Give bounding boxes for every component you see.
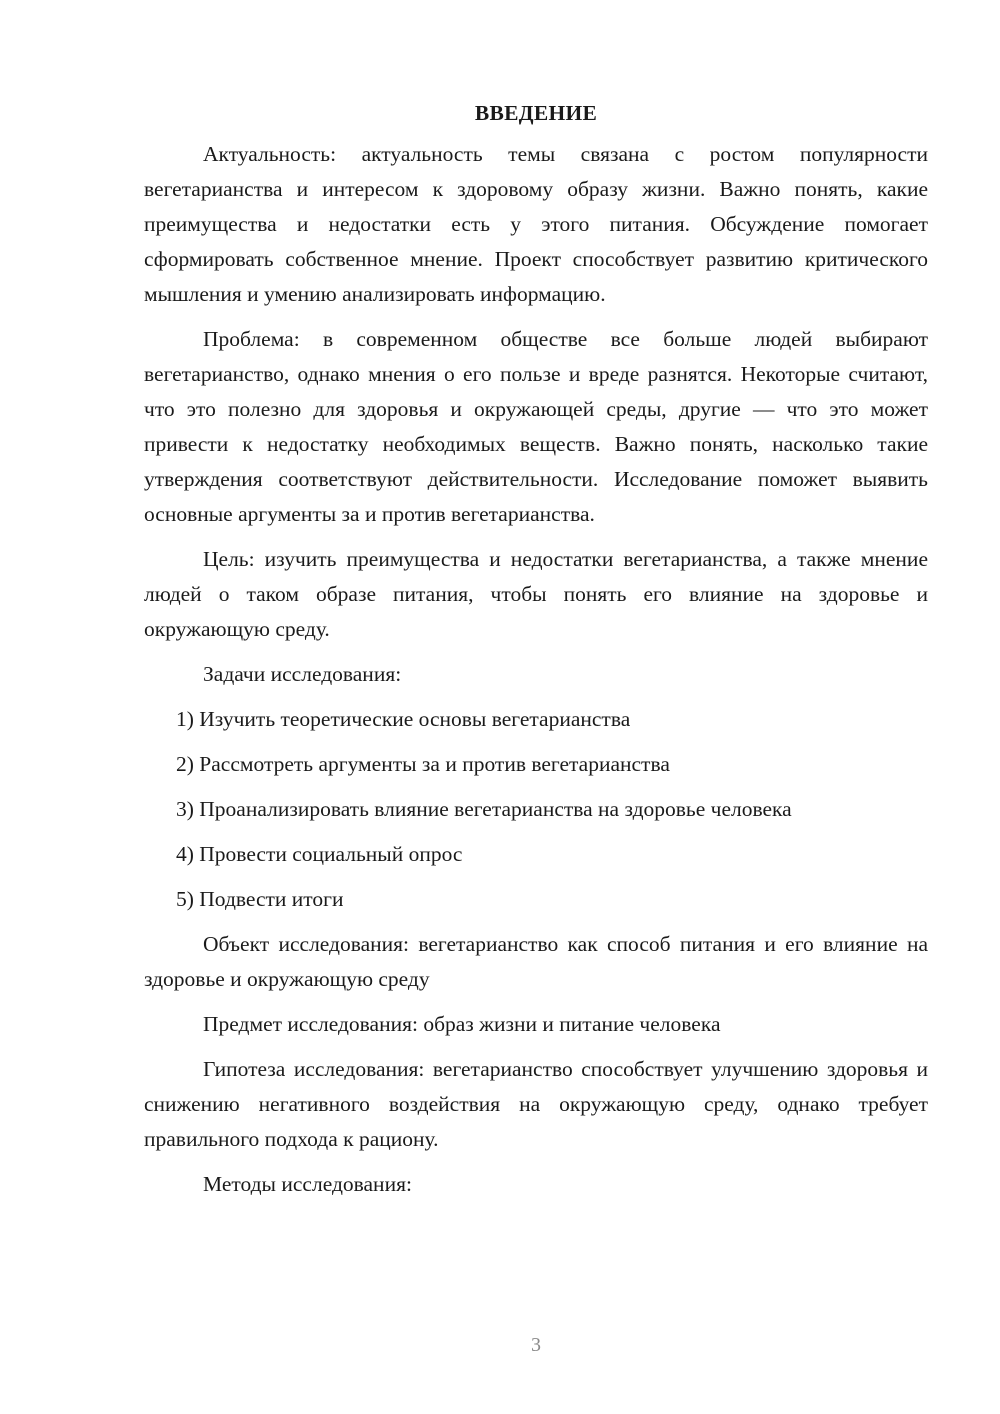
object-paragraph: Объект исследования: вегетарианство как способ питания и его влияние на здоровье и окружающую среду bbox=[144, 932, 928, 991]
task-item-5: 5) Подвести итоги bbox=[176, 887, 344, 911]
section-title: ВВЕДЕНИЕ bbox=[474, 101, 598, 125]
goal-paragraph: Цель: изучить преимущества и недостатки вегетарианства, а также мнение людей о таком образе питания, чтобы понять его влияние на здоровье и окружающую среду. bbox=[144, 547, 928, 641]
problem-paragraph: Проблема: в современном обществе все больше людей выбирают вегетарианство, однако мнения о его пользе и вреде разнятся. Некоторые считают, что это полезно для здоровья и окружающей среды, другие — что это может привести к недостатку необходимых веществ. Важно понять, насколько такие утверждения соответствуют действительности. Исследование поможет выявить основные аргументы за и против вегетарианства. bbox=[144, 327, 928, 526]
relevance-paragraph: Актуальность: актуальность темы связана с ростом популярности вегетарианства и интересом к здоровому образу жизни. Важно понять, какие преимущества и недостатки есть у этого питания. Обсуждение помогает сформировать собственное мнение. Проект способствует развитию критического мышления и умению анализировать информацию. bbox=[144, 142, 928, 306]
methods-heading: Методы исследования: bbox=[203, 1172, 412, 1196]
hypothesis-paragraph: Гипотеза исследования: вегетарианство способствует улучшению здоровья и снижению негативного воздействия на окружающую среду, однако требует правильного подхода к рациону. bbox=[144, 1057, 928, 1151]
page-content bbox=[144, 96, 928, 1212]
task-item-4: 4) Провести социальный опрос bbox=[176, 842, 463, 866]
subject-paragraph: Предмет исследования: образ жизни и питание человека bbox=[203, 1012, 721, 1036]
page-number: 3 bbox=[531, 1334, 541, 1356]
task-item-3: 3) Проанализировать влияние вегетарианства на здоровье человека bbox=[176, 797, 792, 821]
task-item-2: 2) Рассмотреть аргументы за и против вегетарианства bbox=[176, 752, 670, 776]
tasks-heading: Задачи исследования: bbox=[203, 662, 402, 686]
task-item-1: 1) Изучить теоретические основы вегетарианства bbox=[176, 707, 631, 731]
